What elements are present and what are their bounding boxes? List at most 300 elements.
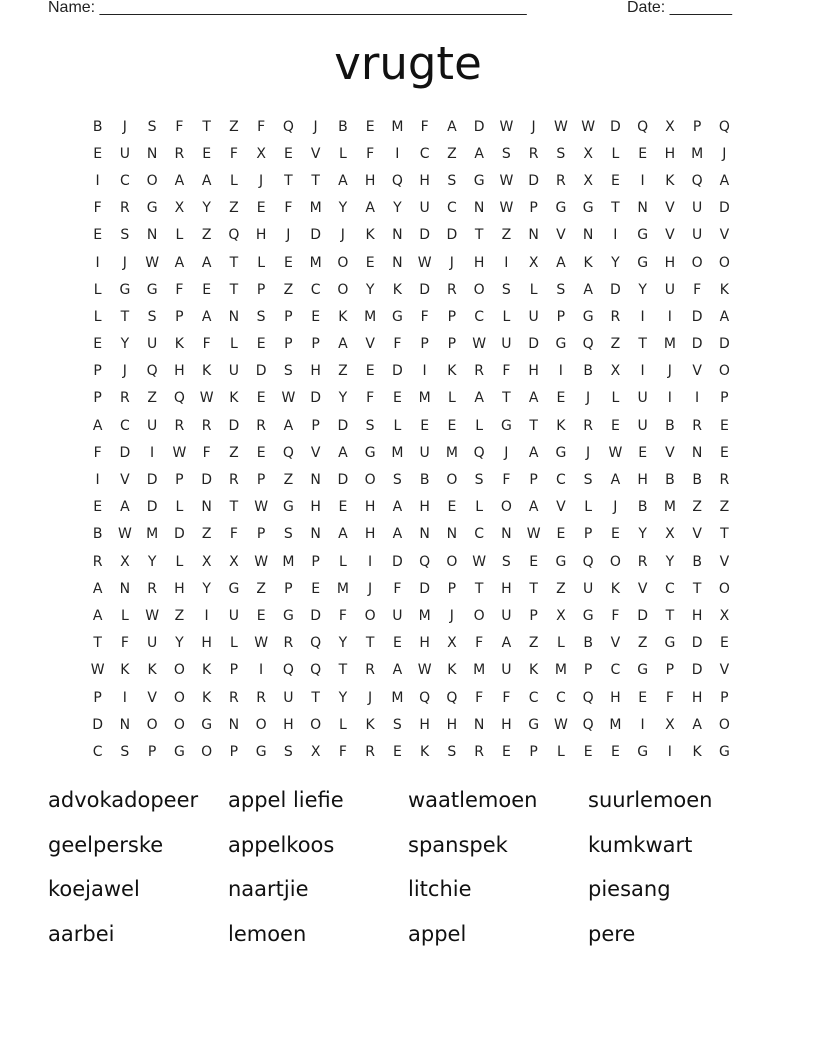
- word-list-item: advokadopeer: [48, 788, 199, 813]
- grid-cell: V: [310, 145, 321, 162]
- grid-cell: R: [229, 472, 239, 489]
- grid-cell: J: [613, 499, 618, 516]
- grid-cell: L: [93, 281, 102, 298]
- grid-cell: A: [528, 499, 539, 516]
- grid-cell: K: [202, 363, 212, 380]
- grid-row: [84, 167, 738, 194]
- grid-cell: X: [256, 145, 266, 162]
- grid-cell: N: [310, 526, 321, 543]
- grid-cell: E: [392, 743, 402, 760]
- grid-cell: Y: [202, 580, 211, 597]
- grid-cell: U: [692, 200, 703, 217]
- grid-cell: E: [610, 526, 620, 543]
- grid-cell: H: [419, 716, 430, 733]
- grid-cell: Y: [338, 200, 348, 217]
- grid-cell: P: [529, 743, 538, 760]
- grid-cell: P: [447, 580, 457, 597]
- grid-cell: Q: [718, 118, 730, 135]
- grid-cell: G: [637, 662, 649, 679]
- grid-cell: J: [122, 254, 127, 271]
- puzzle-title: vrugte: [334, 37, 482, 90]
- grid-cell: Z: [637, 635, 648, 652]
- grid-cell: K: [529, 662, 539, 679]
- grid-cell: Z: [610, 336, 621, 353]
- grid-cell: S: [447, 172, 457, 189]
- grid-cell: N: [637, 200, 648, 217]
- grid-cell: C: [419, 145, 430, 162]
- grid-cell: L: [338, 716, 347, 733]
- grid-cell: F: [366, 145, 375, 162]
- grid-cell: F: [475, 689, 484, 706]
- grid-row: [84, 602, 738, 629]
- grid-cell: S: [120, 743, 130, 760]
- grid-cell: W: [553, 118, 568, 135]
- grid-cell: D: [146, 472, 158, 489]
- grid-cell: T: [229, 499, 239, 516]
- grid-cell: A: [719, 308, 730, 325]
- grid-cell: A: [283, 417, 294, 434]
- grid-row: [84, 466, 738, 493]
- grid-cell: D: [691, 635, 703, 652]
- grid-cell: E: [719, 417, 729, 434]
- grid-row: [84, 738, 738, 765]
- grid-cell: Q: [419, 553, 431, 570]
- grid-cell: C: [474, 526, 485, 543]
- grid-cell: R: [447, 281, 457, 298]
- grid-row: [84, 331, 738, 358]
- grid-cell: P: [556, 308, 566, 325]
- grid-cell: H: [364, 499, 376, 516]
- grid-cell: K: [719, 281, 729, 298]
- grid-cell: N: [146, 145, 158, 162]
- grid-row: [84, 630, 738, 657]
- grid-cell: H: [419, 635, 430, 652]
- grid-cell: O: [609, 553, 621, 570]
- grid-cell: S: [392, 716, 402, 733]
- grid-cell: U: [147, 635, 158, 652]
- grid-cell: F: [420, 118, 429, 135]
- word-list-item: lemoen: [228, 921, 307, 946]
- grid-cell: A: [392, 526, 403, 543]
- grid-cell: J: [259, 172, 264, 189]
- grid-cell: X: [719, 607, 730, 624]
- grid-cell: E: [392, 390, 402, 407]
- grid-cell: D: [119, 444, 131, 461]
- grid-cell: U: [147, 417, 158, 434]
- grid-cell: R: [719, 472, 730, 489]
- grid-cell: J: [286, 227, 291, 244]
- grid-cell: V: [120, 472, 130, 489]
- grid-cell: D: [92, 716, 104, 733]
- grid-cell: Q: [691, 172, 703, 189]
- word-list-item: pere: [588, 921, 636, 946]
- grid-cell: O: [473, 607, 485, 624]
- grid-cell: N: [446, 526, 458, 543]
- grid-cell: F: [393, 580, 402, 597]
- grid-cell: U: [583, 580, 594, 597]
- grid-cell: G: [637, 254, 649, 271]
- grid-cell: D: [528, 172, 540, 189]
- grid-cell: H: [501, 580, 512, 597]
- grid-cell: Y: [365, 281, 375, 298]
- grid-cell: D: [609, 118, 621, 135]
- grid-cell: K: [365, 227, 375, 244]
- grid-cell: O: [718, 716, 730, 733]
- grid-row: [84, 711, 738, 738]
- grid-cell: W: [172, 444, 187, 461]
- grid-cell: I: [640, 172, 645, 189]
- grid-cell: C: [610, 662, 621, 679]
- grid-cell: H: [446, 716, 458, 733]
- grid-cell: A: [528, 444, 539, 461]
- grid-row: [84, 439, 738, 466]
- grid-cell: W: [254, 635, 269, 652]
- grid-cell: J: [313, 118, 318, 135]
- grid-cell: M: [445, 444, 458, 461]
- grid-cell: P: [229, 743, 239, 760]
- grid-cell: T: [502, 390, 511, 407]
- grid-cell: Q: [582, 553, 594, 570]
- grid-cell: Z: [556, 580, 566, 597]
- grid-cell: D: [391, 363, 403, 380]
- grid-cell: G: [391, 308, 403, 325]
- grid-cell: V: [719, 553, 730, 570]
- grid-cell: T: [311, 172, 320, 189]
- grid-cell: K: [202, 689, 212, 706]
- grid-cell: T: [93, 635, 102, 652]
- grid-cell: P: [420, 336, 429, 353]
- grid-cell: X: [174, 200, 185, 217]
- grid-cell: B: [665, 472, 675, 489]
- grid-cell: F: [338, 607, 347, 624]
- grid-cell: H: [419, 172, 430, 189]
- grid-cell: C: [555, 689, 566, 706]
- grid-cell: I: [667, 308, 672, 325]
- grid-cell: J: [449, 607, 454, 624]
- grid-cell: J: [368, 580, 373, 597]
- grid-cell: M: [309, 254, 322, 271]
- grid-cell: S: [365, 417, 375, 434]
- grid-cell: Y: [338, 689, 348, 706]
- grid-cell: E: [256, 200, 266, 217]
- grid-cell: P: [93, 363, 102, 380]
- grid-cell: E: [365, 118, 375, 135]
- grid-cell: H: [664, 145, 676, 162]
- grid-cell: X: [447, 635, 457, 652]
- grid-cell: E: [93, 499, 103, 516]
- grid-cell: L: [175, 499, 184, 516]
- grid-cell: S: [556, 145, 566, 162]
- grid-cell: W: [499, 200, 514, 217]
- grid-cell: J: [667, 363, 672, 380]
- grid-cell: G: [146, 200, 158, 217]
- grid-cell: H: [283, 716, 294, 733]
- grid-cell: D: [691, 336, 703, 353]
- grid-cell: E: [256, 390, 266, 407]
- grid-cell: L: [611, 145, 620, 162]
- grid-cell: Z: [174, 607, 185, 624]
- grid-cell: A: [174, 254, 185, 271]
- grid-cell: V: [665, 444, 675, 461]
- grid-cell: D: [446, 227, 458, 244]
- grid-cell: X: [610, 363, 621, 380]
- grid-cell: M: [663, 336, 676, 353]
- grid-cell: E: [202, 281, 212, 298]
- grid-cell: F: [284, 200, 293, 217]
- grid-cell: R: [174, 417, 185, 434]
- grid-cell: Q: [637, 118, 649, 135]
- grid-cell: U: [501, 607, 512, 624]
- grid-cell: E: [93, 145, 103, 162]
- grid-cell: F: [229, 145, 238, 162]
- grid-cell: I: [259, 662, 264, 679]
- grid-cell: Z: [692, 499, 702, 516]
- grid-cell: V: [692, 526, 702, 543]
- grid-cell: O: [310, 716, 322, 733]
- grid-cell: P: [229, 662, 239, 679]
- word-list-item: litchie: [408, 877, 472, 902]
- grid-cell: F: [202, 336, 211, 353]
- grid-cell: E: [447, 499, 457, 516]
- grid-cell: X: [556, 607, 566, 624]
- grid-cell: O: [718, 363, 730, 380]
- grid-cell: U: [692, 227, 703, 244]
- grid-cell: H: [419, 499, 430, 516]
- grid-cell: G: [637, 743, 649, 760]
- grid-cell: U: [228, 607, 239, 624]
- grid-cell: Q: [282, 444, 294, 461]
- grid-cell: M: [309, 200, 322, 217]
- grid-cell: Y: [175, 635, 184, 652]
- grid-cell: G: [119, 281, 131, 298]
- grid-cell: O: [718, 254, 730, 271]
- grid-cell: K: [120, 662, 130, 679]
- grid-cell: R: [147, 580, 157, 597]
- grid-cell: Q: [146, 363, 158, 380]
- grid-cell: L: [611, 390, 620, 407]
- grid-cell: A: [447, 118, 457, 135]
- name-field-label: Name: ________________________________________________: [48, 0, 527, 16]
- grid-cell: R: [229, 689, 239, 706]
- grid-cell: A: [338, 336, 348, 353]
- grid-cell: U: [528, 308, 539, 325]
- header: [0, 0, 816, 20]
- grid-cell: E: [256, 336, 266, 353]
- grid-cell: C: [664, 580, 675, 597]
- grid-cell: H: [310, 363, 321, 380]
- grid-cell: F: [665, 689, 674, 706]
- grid-cell: U: [392, 607, 403, 624]
- grid-cell: R: [256, 689, 266, 706]
- grid-cell: W: [417, 254, 432, 271]
- grid-cell: K: [229, 390, 239, 407]
- grid-cell: A: [692, 716, 702, 733]
- word-list-row: [48, 778, 808, 823]
- grid-cell: W: [417, 662, 432, 679]
- grid-cell: G: [718, 743, 730, 760]
- grid-cell: H: [528, 363, 539, 380]
- grid-cell: R: [92, 553, 103, 570]
- grid-cell: Z: [229, 444, 239, 461]
- grid-cell: G: [228, 580, 240, 597]
- grid-cell: L: [447, 390, 456, 407]
- grid-cell: F: [175, 118, 184, 135]
- grid-cell: A: [201, 308, 212, 325]
- grid-cell: P: [311, 553, 320, 570]
- grid-cell: Z: [229, 200, 239, 217]
- grid-cell: T: [229, 254, 239, 271]
- grid-cell: J: [122, 363, 127, 380]
- grid-row: [84, 684, 738, 711]
- grid-cell: J: [531, 118, 536, 135]
- grid-cell: W: [145, 607, 160, 624]
- grid-cell: H: [310, 499, 321, 516]
- grid-cell: W: [581, 118, 596, 135]
- grid-cell: Y: [393, 200, 402, 217]
- grid-cell: D: [419, 227, 431, 244]
- grid-cell: I: [95, 472, 100, 489]
- grid-cell: F: [393, 336, 402, 353]
- grid-cell: M: [391, 444, 404, 461]
- grid-cell: S: [256, 308, 266, 325]
- grid-cell: D: [718, 200, 730, 217]
- word-list-item: appel liefie: [228, 788, 344, 813]
- grid-cell: C: [528, 689, 539, 706]
- grid-cell: Z: [283, 281, 294, 298]
- grid-cell: L: [257, 254, 266, 271]
- grid-cell: L: [229, 172, 238, 189]
- grid-cell: F: [93, 444, 102, 461]
- grid-cell: I: [395, 145, 400, 162]
- grid-cell: V: [310, 444, 321, 461]
- grid-cell: Z: [147, 390, 157, 407]
- grid-cell: S: [501, 145, 511, 162]
- grid-cell: T: [474, 227, 484, 244]
- grid-cell: N: [119, 580, 131, 597]
- grid-cell: X: [201, 553, 212, 570]
- grid-cell: E: [365, 363, 375, 380]
- grid-row: [84, 575, 738, 602]
- grid-cell: K: [665, 172, 675, 189]
- grid-cell: P: [665, 662, 675, 679]
- grid-cell: L: [175, 553, 184, 570]
- grid-cell: C: [474, 308, 485, 325]
- word-list-item: waatlemoen: [408, 788, 538, 813]
- grid-cell: V: [692, 363, 702, 380]
- grid-cell: M: [418, 607, 431, 624]
- grid-cell: P: [284, 336, 293, 353]
- grid-cell: A: [92, 580, 103, 597]
- grid-cell: J: [722, 145, 727, 162]
- grid-cell: G: [582, 200, 594, 217]
- grid-cell: D: [255, 363, 267, 380]
- grid-cell: R: [256, 417, 266, 434]
- grid-cell: Y: [638, 281, 647, 298]
- word-list-row: [48, 823, 808, 868]
- grid-cell: S: [447, 743, 457, 760]
- grid-cell: B: [692, 472, 702, 489]
- grid-cell: Q: [282, 118, 294, 135]
- grid-cell: B: [92, 526, 103, 543]
- grid-cell: E: [311, 580, 321, 597]
- grid-row: [84, 303, 738, 330]
- grid-cell: P: [93, 390, 102, 407]
- grid-cell: C: [555, 472, 566, 489]
- grid-cell: H: [364, 526, 376, 543]
- grid-cell: G: [582, 607, 594, 624]
- grid-cell: H: [637, 472, 648, 489]
- word-list-item: geelperske: [48, 832, 164, 857]
- grid-cell: A: [583, 281, 593, 298]
- grid-cell: G: [528, 716, 540, 733]
- grid-cell: O: [337, 254, 349, 271]
- grid-cell: P: [447, 308, 457, 325]
- grid-cell: E: [638, 689, 648, 706]
- grid-cell: I: [95, 254, 100, 271]
- grid-cell: J: [586, 390, 591, 407]
- grid-cell: Z: [447, 145, 457, 162]
- grid-cell: T: [638, 336, 647, 353]
- grid-cell: E: [638, 444, 648, 461]
- grid-cell: E: [256, 444, 266, 461]
- grid-cell: A: [201, 172, 212, 189]
- grid-cell: E: [338, 499, 348, 516]
- grid-cell: Y: [120, 336, 130, 353]
- grid-cell: V: [665, 227, 675, 244]
- grid-cell: D: [391, 553, 403, 570]
- grid-cell: X: [229, 553, 239, 570]
- grid-cell: G: [364, 444, 376, 461]
- grid-cell: J: [586, 444, 591, 461]
- grid-cell: X: [120, 553, 130, 570]
- grid-cell: I: [422, 363, 427, 380]
- grid-cell: U: [664, 281, 675, 298]
- grid-cell: X: [528, 254, 539, 271]
- grid-cell: S: [501, 281, 511, 298]
- grid-cell: Y: [338, 390, 348, 407]
- grid-cell: T: [529, 417, 538, 434]
- grid-cell: M: [391, 118, 404, 135]
- grid-cell: L: [475, 499, 484, 516]
- grid-cell: J: [368, 689, 373, 706]
- grid-cell: K: [556, 417, 566, 434]
- word-list-item: kumkwart: [588, 832, 693, 857]
- grid-cell: L: [529, 281, 538, 298]
- grid-cell: E: [93, 227, 103, 244]
- word-list-item: aarbei: [48, 921, 115, 946]
- grid-cell: P: [256, 472, 266, 489]
- grid-cell: D: [337, 417, 349, 434]
- grid-cell: A: [92, 607, 103, 624]
- grid-cell: F: [475, 635, 484, 652]
- grid-cell: P: [447, 336, 457, 353]
- grid-row: [84, 657, 738, 684]
- grid-cell: U: [637, 417, 648, 434]
- grid-row: [84, 412, 738, 439]
- grid-cell: W: [472, 336, 487, 353]
- word-list: [48, 778, 808, 956]
- letter-grid: [84, 113, 738, 766]
- word-list-item: koejawel: [48, 877, 140, 902]
- grid-row: [84, 140, 738, 167]
- grid-cell: S: [147, 118, 157, 135]
- grid-cell: J: [340, 227, 345, 244]
- grid-cell: I: [150, 444, 155, 461]
- grid-cell: P: [175, 472, 184, 489]
- grid-cell: I: [640, 363, 645, 380]
- grid-cell: Y: [665, 553, 675, 570]
- grid-cell: T: [529, 580, 538, 597]
